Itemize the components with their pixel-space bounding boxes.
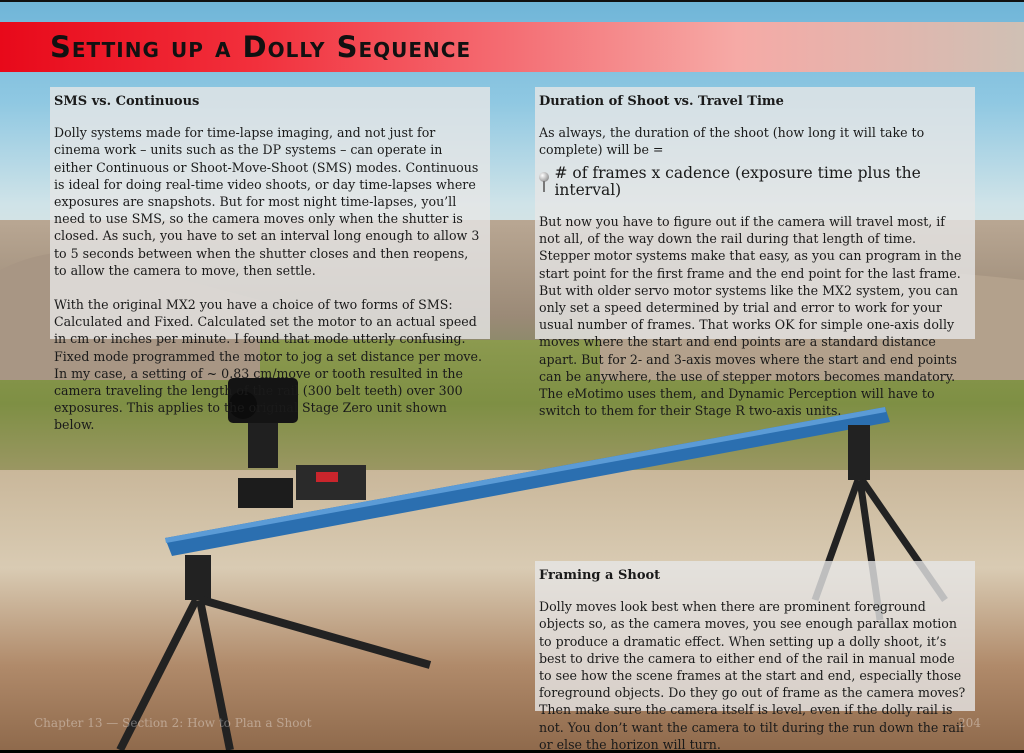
page-number: 204 [958,716,981,730]
dolly-motor [238,478,293,508]
paragraph: With the original MX2 you have a choice of two forms of SMS: Calculated and Fixed. Calculated set the motor to an actual speed in cm or inches per minute. I found that mode utterly confusing. Fixed mode programmed the motor to jog a set distance per move. In my case, a setting of ~ 0.83 cm/move or tooth resulted in the camera traveling the length of the rail (300 belt teeth) over 300 exposures. This applies to the original Stage Zero unit shown below. [54,297,482,433]
paragraph: Dolly systems made for time-lapse imaging, and not just for cinema work – units such as the DP systems – can operate in either Continuous or Shoot-Move-Shoot (SMS) modes. Continuous is ideal for doing real-time video shoots, or day time-lapses where exposures are snapshots. But for most night time-lapses, you’ll need to use SMS, so the camera moves only when the shutter is closed. As such, you have to set an interval long enough to allow 3 to 5 seconds between when the shutter closes and then reopens, to allow the camera to move, then settle. [54,125,480,278]
paragraph: Dolly moves look best when there are prominent foreground objects so, as the camera moves, you see enough parallax motion to produce a dramatic effect. When setting up a dolly shoot, it’s best to drive the camera to either end of the rail in manual mode to see how the scene frames at the start and end, especially those foreground objects. Do they go out of frame as the camera moves? Then make sure the camera itself is level, even if the dolly rail is not. You don’t want the camera to tilt during the run down the rail or else the horizon will turn. [539,599,966,752]
paragraph: But now you have to figure out if the camera will travel most, if not all, of the way down the rail during that length of time. Stepper motor systems make that easy, as you can program in the start point for the first frame and the end point for the last frame. But with older servo motor systems like the MX2 system, you can only set a speed determined by trial and error to work for your usual number of frames. That works OK for simple one-axis dolly moves where the start and end points are a standard distance apart. But for 2- and 3-axis moves where the start and end points can be anywhere, the use of stepper motors becomes mandatory. The eMotimo uses them, and Dynamic Perception will have to switch to them for their Stage R two-axis units. [539,214,962,419]
dolly-controller [296,465,366,500]
pushpin-icon [539,172,548,192]
section-heading: Duration of Shoot vs. Travel Time [539,94,784,109]
formula-text: # of frames x cadence (exposure time plus the interval) [554,163,921,199]
top-rule [0,0,1024,2]
left-tripod-head [185,555,211,600]
page-title: Setting up a Dolly Sequence [50,30,472,64]
section-heading: Framing a Shoot [539,568,661,583]
right-tripod-head [848,425,870,480]
duration-formula [539,165,969,199]
footer-chapter: Chapter 13 — Section 2: How to Plan a Shoot [34,716,312,730]
section-heading: SMS vs. Continuous [54,94,200,109]
controller-display [316,472,338,482]
duration-vs-travel-panel [535,87,975,419]
sms-vs-continuous-panel [50,87,490,433]
paragraph: As always, the duration of the shoot (how long it will take to complete) will be = [539,125,925,158]
left-tripod-leg [202,600,430,665]
